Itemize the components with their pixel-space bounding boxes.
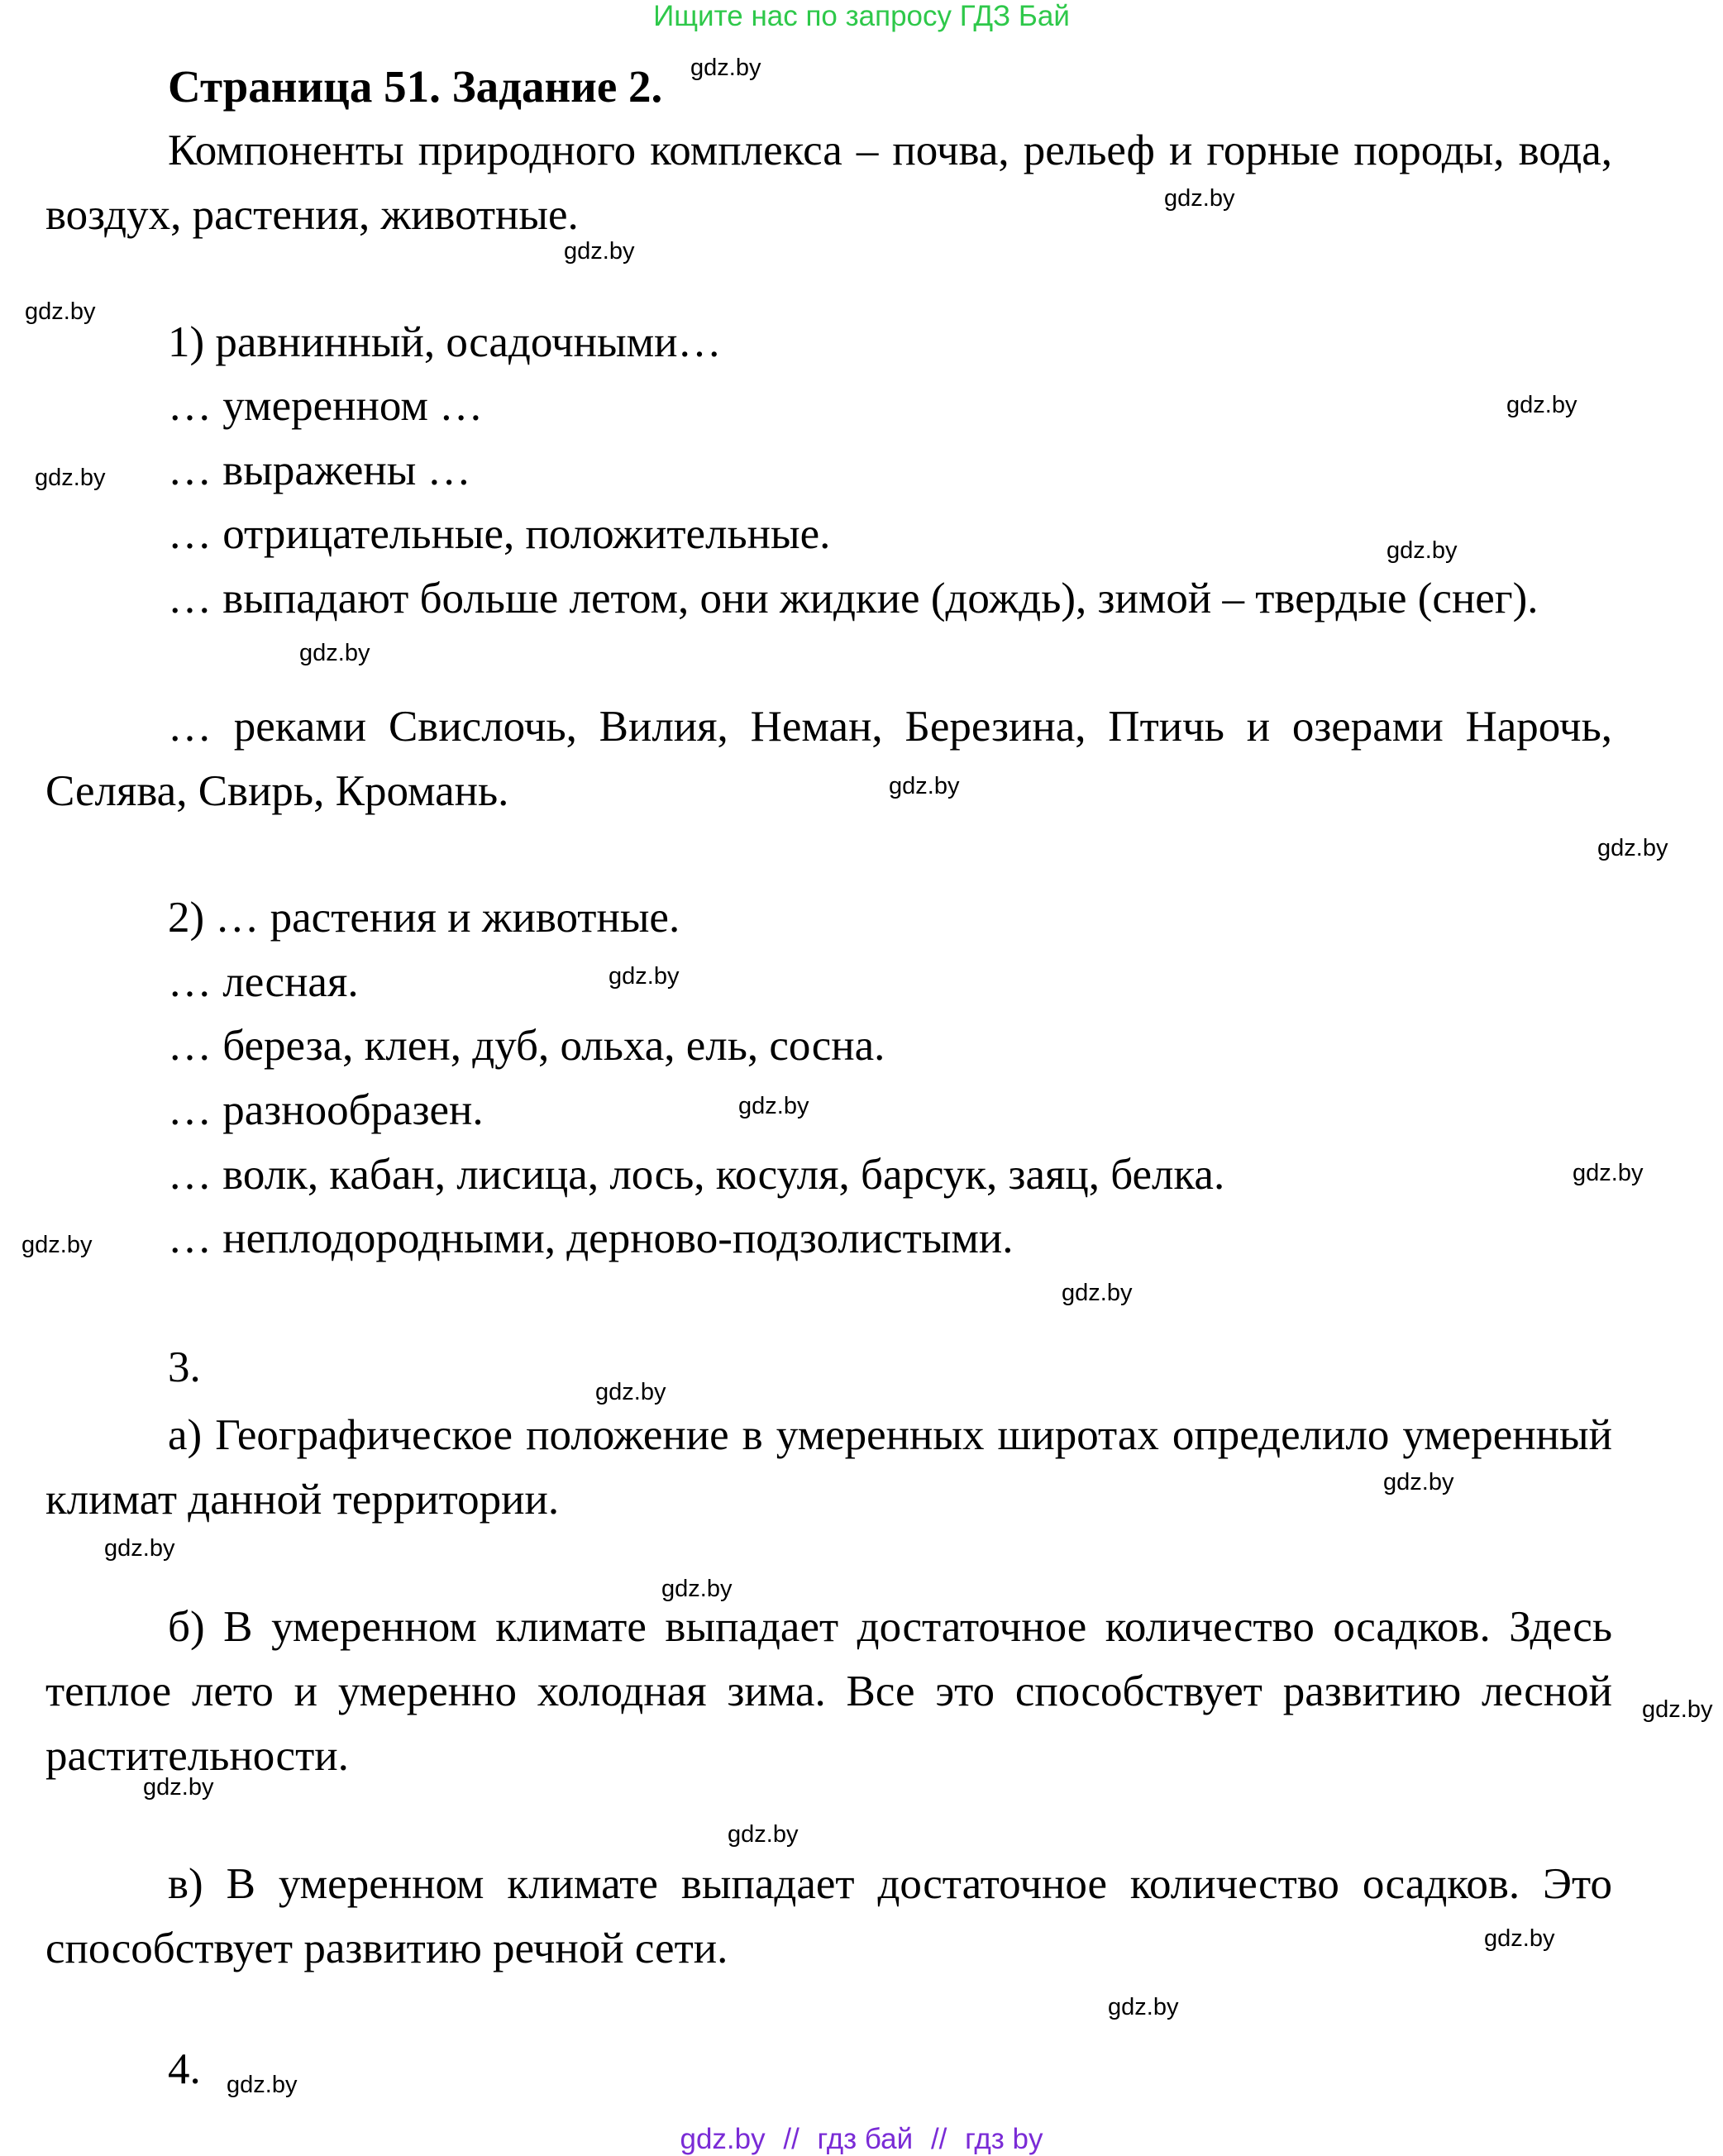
answer-line: … отрицательные, положительные. <box>168 510 831 558</box>
footer-separator: // <box>783 2123 799 2155</box>
answer-line: … неплодородными, дерново-подзолистыми. <box>168 1214 1014 1262</box>
watermark: gdz.by <box>1642 1696 1713 1723</box>
footer-link-gdz-by[interactable]: gdz.by <box>680 2123 766 2155</box>
section-number: 4. <box>168 2045 201 2093</box>
top-banner[interactable]: Ищите нас по запросу ГДЗ Бай <box>653 0 1070 32</box>
answer-line: … разнообразен. <box>168 1086 484 1134</box>
watermark: gdz.by <box>299 640 370 666</box>
watermark: gdz.by <box>1383 1469 1454 1495</box>
watermark: gdz.by <box>690 55 761 81</box>
footer-separator: // <box>930 2123 947 2155</box>
watermark: gdz.by <box>661 1576 733 1602</box>
watermark: gdz.by <box>1597 835 1668 861</box>
answer-line: … выражены … <box>168 446 471 494</box>
watermark: gdz.by <box>728 1821 799 1848</box>
watermark: gdz.by <box>889 773 960 799</box>
watermark: gdz.by <box>1387 537 1458 564</box>
answer-line: … лесная. <box>168 958 359 1006</box>
watermark: gdz.by <box>1164 185 1235 212</box>
section-number: 3. <box>168 1343 201 1391</box>
footer-link-gdz-by-cyr[interactable]: гдз by <box>965 2123 1043 2155</box>
intro-paragraph: Компоненты природного комплекса – почва, рельеф и горные породы, вода, воздух, растения, животные. <box>45 126 1612 239</box>
answer-line: 1) равнинный, осадочными… <box>168 318 722 366</box>
watermark: gdz.by <box>1108 1994 1179 2020</box>
watermark: gdz.by <box>104 1535 175 1562</box>
answer-line: … умеренном … <box>168 382 484 430</box>
answer-paragraph: … реками Свислочь, Вилия, Неман, Березина, Птичь и озерами Нарочь, Селява, Свирь, Кромань. <box>45 703 1612 815</box>
watermark: gdz.by <box>143 1774 214 1801</box>
answer-paragraph-a: а) Географическое положение в умеренных широтах определило умеренный климат данной территории. <box>45 1411 1612 1524</box>
watermark: gdz.by <box>21 1232 93 1258</box>
watermark: gdz.by <box>595 1379 666 1405</box>
footer-links <box>0 2123 1723 2156</box>
answer-line: … береза, клен, дуб, ольха, ель, сосна. <box>168 1022 885 1070</box>
page-title: Страница 51. Задание 2. <box>168 61 663 112</box>
watermark: gdz.by <box>25 298 96 325</box>
watermark: gdz.by <box>609 963 680 990</box>
watermark: gdz.by <box>1573 1160 1644 1186</box>
answer-line: … волк, кабан, лисица, лось, косуля, барсук, заяц, белка. <box>168 1151 1225 1199</box>
answer-paragraph-b: б) В умеренном климате выпадает достаточное количество осадков. Здесь теплое лето и умеренно холодная зима. Все это способствует развитию лесной растительности. <box>45 1603 1612 1780</box>
answer-line: 2) … растения и животные. <box>168 894 680 942</box>
answer-paragraph-c: в) В умеренном климате выпадает достаточное количество осадков. Это способствует развитию речной сети. <box>45 1860 1612 1972</box>
watermark: gdz.by <box>227 2072 298 2098</box>
watermark: gdz.by <box>1506 392 1577 418</box>
footer-link-gdz-bai[interactable]: гдз бай <box>817 2123 914 2155</box>
answer-paragraph: … выпадают больше летом, они жидкие (дождь), зимой – твердые (снег). <box>168 575 1539 622</box>
watermark: gdz.by <box>1062 1280 1133 1306</box>
watermark: gdz.by <box>1484 1925 1555 1952</box>
watermark: gdz.by <box>564 238 635 265</box>
watermark: gdz.by <box>35 465 106 491</box>
watermark: gdz.by <box>738 1093 809 1119</box>
